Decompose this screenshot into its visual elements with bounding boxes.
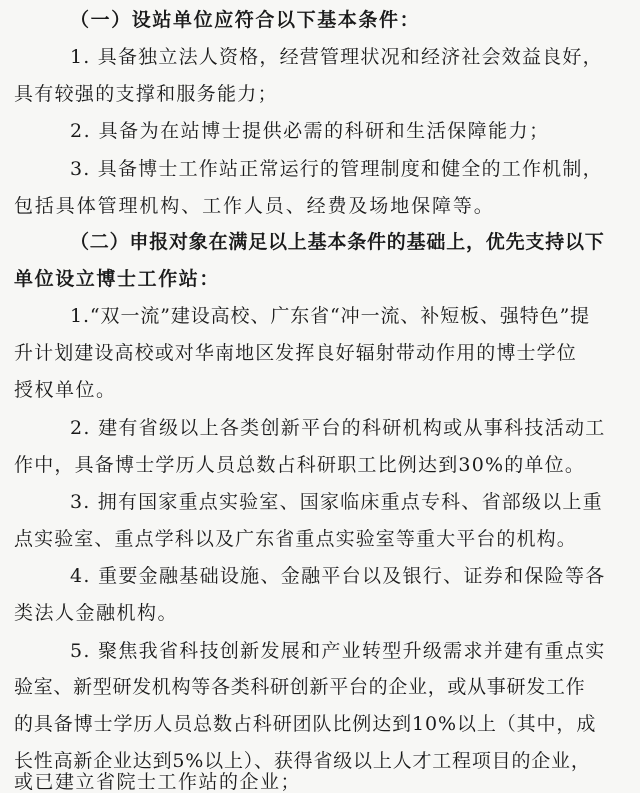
paragraph-line: 包括具体管理机构、工作人员、经费及场地保障等。 — [14, 195, 495, 217]
paragraph-line: 或已建立省院士工作站的企业； — [14, 771, 302, 793]
paragraph-line: 具有较强的支撑和服务能力； — [14, 83, 278, 105]
paragraph-line: 升计划建设高校或对华南地区发挥良好辐射带动作用的博士学位 — [14, 342, 577, 364]
paragraph-line: 验室、新型研发机构等各类科研创新平台的企业，或从事研发工作 — [14, 676, 586, 698]
paragraph-line: 3. 具备博士工作站正常运行的管理制度和健全的工作机制， — [70, 158, 603, 180]
section-heading-2-cont: 单位设立博士工作站： — [14, 268, 221, 290]
paragraph-line: 1.“双一流”建设高校、广东省“冲一流、补短板、强特色”提 — [70, 305, 591, 327]
paragraph-line: 长性高新企业达到5%以上）、获得省级以上人才工程项目的企业， — [14, 750, 591, 772]
paragraph-line: 作中，具备博士学历人员总数占科研职工比例达到30%的单位。 — [14, 454, 586, 476]
section-heading-2: （二）申报对象在满足以上基本条件的基础上，优先支持以下 — [70, 231, 605, 253]
paragraph-line: 授权单位。 — [14, 379, 117, 401]
section-heading-1: （一）设站单位应符合以下基本条件： — [70, 9, 421, 31]
paragraph-line: 的具备博士学历人员总数占科研团队比例达到10%以上（其中，成 — [14, 713, 597, 735]
paragraph-line: 类法人金融机构。 — [14, 602, 179, 624]
paragraph-line: 2. 建有省级以上各类创新平台的科研机构或从事科技活动工 — [70, 417, 606, 439]
paragraph-line: 5. 聚焦我省科技创新发展和产业转型升级需求并建有重点实 — [70, 640, 606, 662]
paragraph-line: 4. 重要金融基础设施、金融平台以及银行、证券和保险等各 — [70, 565, 606, 587]
paragraph-line: 2. 具备为在站博士提供必需的科研和生活保障能力； — [70, 120, 550, 142]
paragraph-line: 1. 具备独立法人资格，经营管理状况和经济社会效益良好， — [70, 46, 603, 68]
paragraph-line: 点实验室、重点学科以及广东省重点实验室等重大平台的机构。 — [14, 528, 577, 550]
paragraph-line: 3. 拥有国家重点实验室、国家临床重点专科、省部级以上重 — [70, 491, 603, 513]
